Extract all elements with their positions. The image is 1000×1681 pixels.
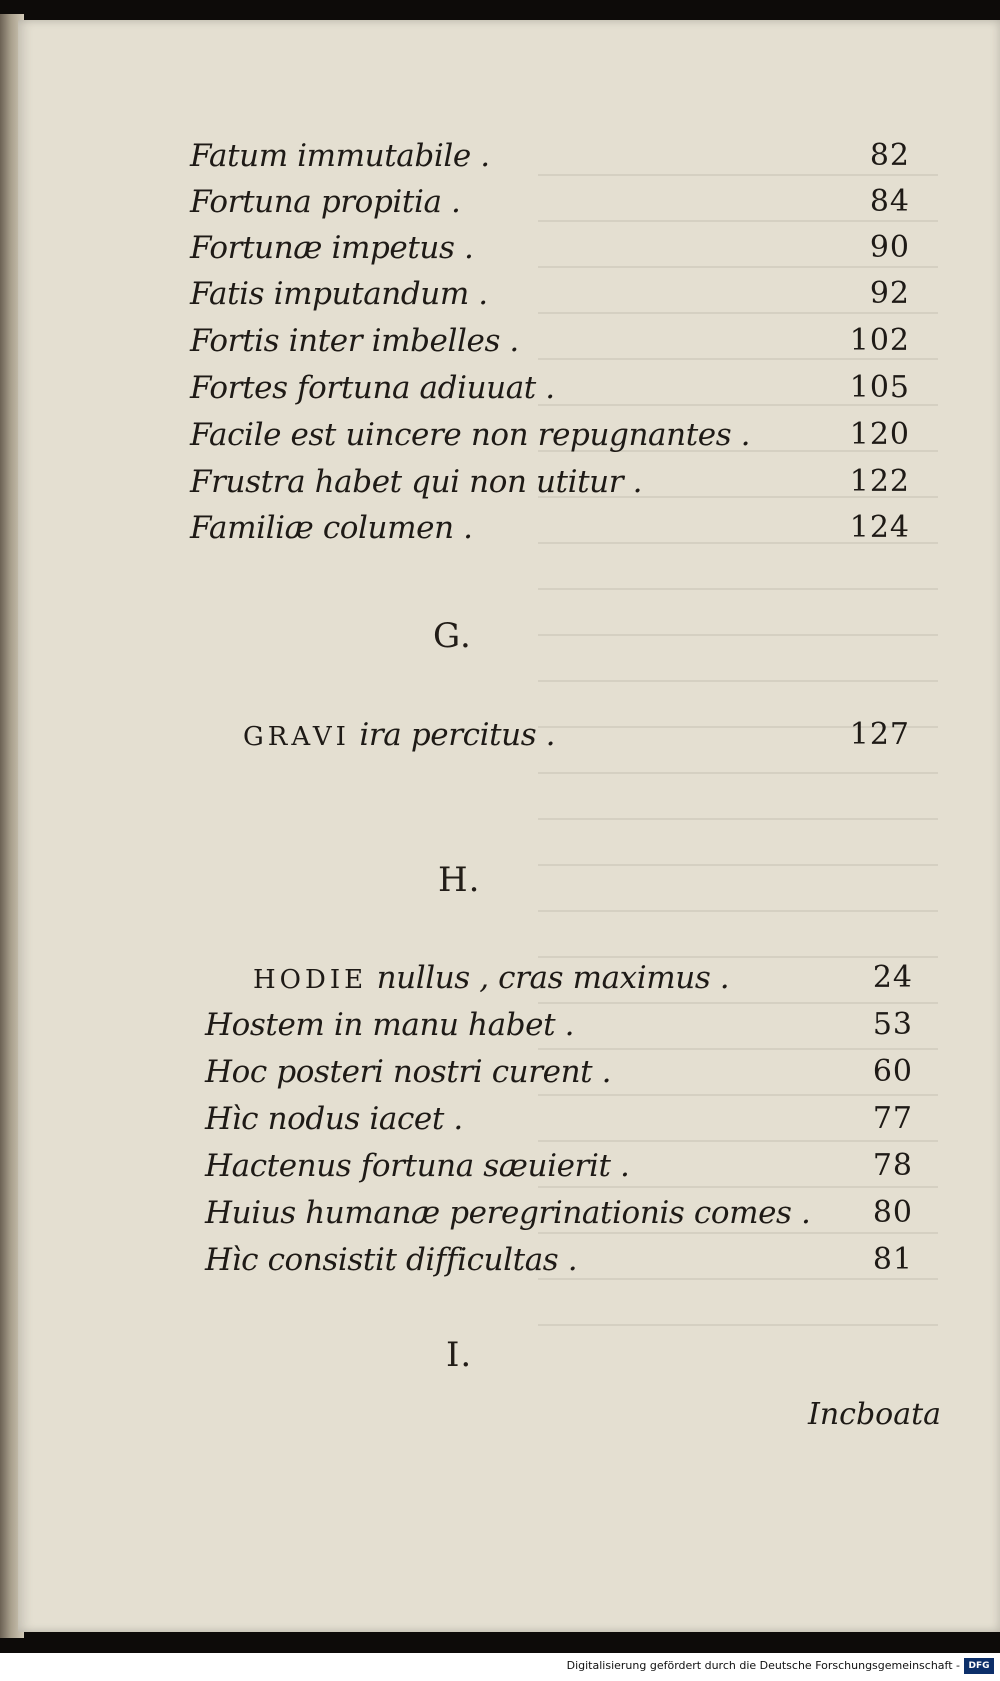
section-heading-g: G. xyxy=(433,616,472,656)
index-entry xyxy=(205,1101,913,1147)
footer-credit: Digitalisierung gefördert durch die Deutsche Forschungsgemeinschaft - xyxy=(566,1659,960,1672)
entry-title: Hìc nodus iacet . xyxy=(205,1101,463,1137)
dfg-logo: DFG xyxy=(964,1658,994,1674)
entry-page: 120 xyxy=(849,417,910,452)
entry-page: 84 xyxy=(869,184,910,219)
entry-page: 122 xyxy=(849,464,910,499)
index-entry xyxy=(190,417,910,463)
entry-title xyxy=(243,717,555,753)
entry-title: Huius humanæ peregrinationis comes . xyxy=(205,1195,811,1231)
index-entry xyxy=(253,960,913,1006)
index-entry xyxy=(190,370,910,416)
entry-title: Fatum immutabile . xyxy=(190,138,490,174)
entry-page: 102 xyxy=(849,323,910,358)
index-entry xyxy=(205,1007,913,1053)
entry-title-text: ira percitus . xyxy=(359,717,556,753)
entry-page: 53 xyxy=(872,1007,913,1042)
entry-title: Fatis imputandum . xyxy=(190,276,488,312)
entry-page: 80 xyxy=(872,1195,913,1230)
entry-title xyxy=(253,960,729,996)
index-entry xyxy=(190,230,910,276)
entry-title: Fortis inter imbelles . xyxy=(190,323,519,359)
entry-title: Hostem in manu habet . xyxy=(205,1007,575,1043)
entry-title: Frustra habet qui non utitur . xyxy=(190,464,643,500)
entry-page: 60 xyxy=(872,1054,913,1089)
index-entry xyxy=(243,717,910,763)
entry-title: Hactenus fortuna sæuierit . xyxy=(205,1148,630,1184)
index-entry xyxy=(205,1195,913,1241)
section-heading-h: H. xyxy=(438,860,481,900)
entry-title: Familiæ columen . xyxy=(190,510,473,546)
index-entry xyxy=(190,276,910,322)
entry-title: Fortuna propitia . xyxy=(190,184,461,220)
entry-page: 105 xyxy=(849,370,910,405)
entry-caps: GRAVI xyxy=(243,722,350,752)
index-entry xyxy=(205,1054,913,1100)
index-entry xyxy=(190,464,910,510)
entry-page: 127 xyxy=(849,717,910,752)
footer-bar xyxy=(0,1653,1000,1681)
entry-title: Fortes fortuna adiuuat . xyxy=(190,370,555,406)
index-entry xyxy=(190,138,910,184)
index-entry xyxy=(205,1242,913,1288)
section-heading-i: I. xyxy=(446,1335,473,1375)
entry-page: 77 xyxy=(872,1101,913,1136)
entry-title: Fortunæ impetus . xyxy=(190,230,474,266)
entry-page: 81 xyxy=(872,1242,913,1277)
index-entry xyxy=(190,323,910,369)
book-page xyxy=(18,20,1000,1632)
entry-title-text: nullus , cras maximus . xyxy=(376,960,730,996)
index-entry xyxy=(190,184,910,230)
entry-page: 82 xyxy=(869,138,910,173)
index-entry xyxy=(205,1148,913,1194)
entry-title: Hìc consistit difficultas . xyxy=(205,1242,578,1278)
entry-page: 24 xyxy=(872,960,913,995)
entry-caps: HODIE xyxy=(253,965,368,995)
entry-page: 92 xyxy=(869,276,910,311)
entry-title: Facile est uincere non repugnantes . xyxy=(190,417,751,453)
entry-title: Hoc posteri nostri curent . xyxy=(205,1054,612,1090)
index-entry xyxy=(190,510,910,556)
entry-page: 90 xyxy=(869,230,910,265)
catchword: Incboata xyxy=(808,1397,942,1432)
entry-page: 124 xyxy=(849,510,910,545)
entry-page: 78 xyxy=(872,1148,913,1183)
